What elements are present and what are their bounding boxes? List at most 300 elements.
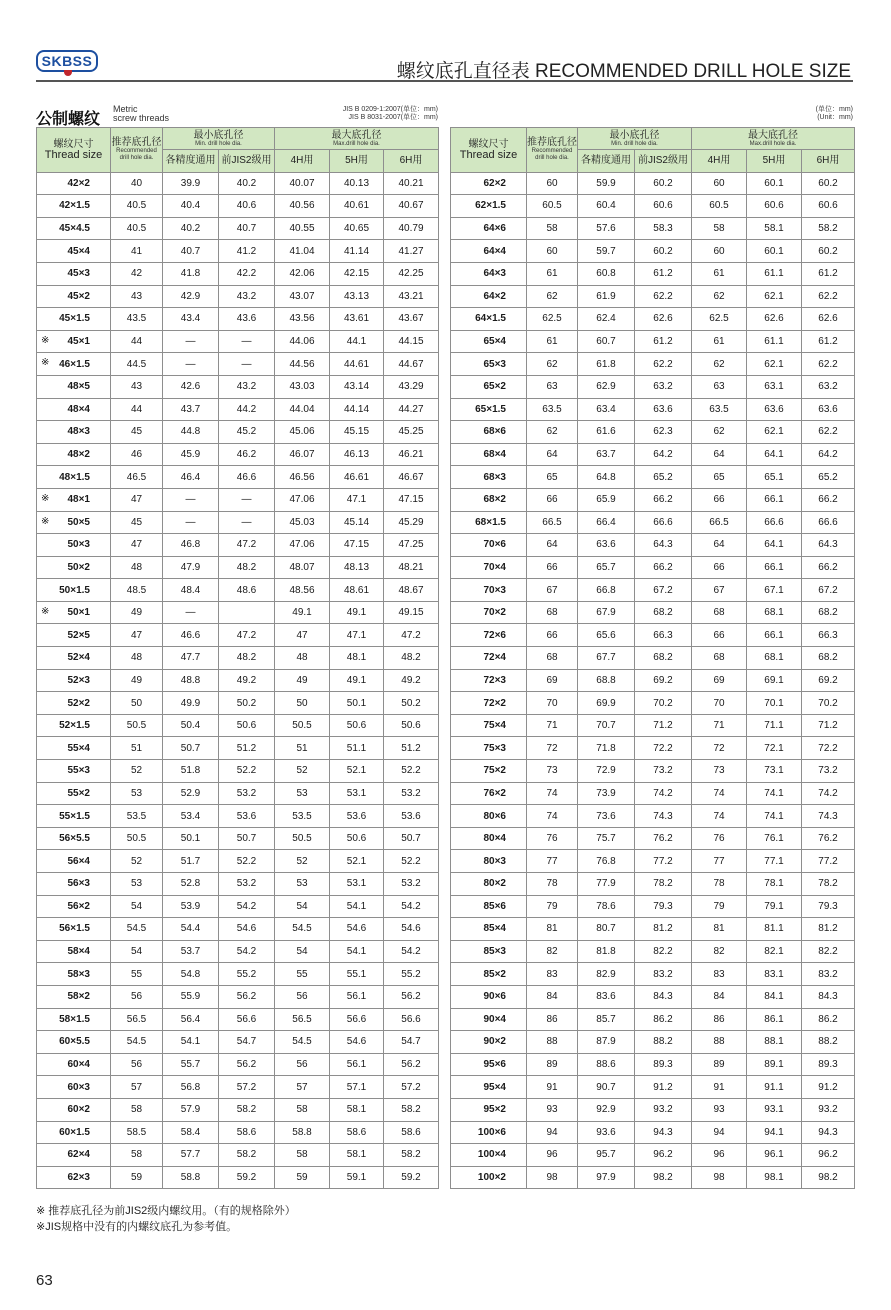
cell-max-5h: 55.1 <box>330 963 384 986</box>
cell-thread-size <box>451 398 527 421</box>
cell-max-5h: 65.1 <box>747 466 802 489</box>
thread-size-text: 90×6 <box>483 991 506 1003</box>
cell-min-jis2: 50.2 <box>219 692 275 715</box>
cell-max-4h: 50 <box>275 692 330 715</box>
cell-thread-size <box>451 1144 527 1167</box>
thread-size-text: 56×3 <box>67 878 90 890</box>
cell-max-6h: 49.15 <box>384 601 439 624</box>
cell-min-all: 40.7 <box>163 240 219 263</box>
header-recommended: 推荐底孔径 Recommended drill hole dia. <box>111 128 163 173</box>
cell-min-jis2: 96.2 <box>635 1144 692 1167</box>
header-sub-all: 各精度通用 <box>578 150 635 173</box>
table-row <box>451 918 855 941</box>
table-row <box>451 624 855 647</box>
cell-thread-size <box>37 172 111 195</box>
cell-max-4h: 58 <box>692 217 747 240</box>
table-row <box>37 421 439 444</box>
cell-min-all: 43.4 <box>163 308 219 331</box>
cell-recommended: 86 <box>527 1008 578 1031</box>
cell-recommended: 48 <box>111 556 163 579</box>
cell-max-4h: 49 <box>275 669 330 692</box>
cell-min-all: 71.8 <box>578 737 635 760</box>
thread-size-text: 72×4 <box>483 652 506 664</box>
cell-max-4h: 53 <box>275 873 330 896</box>
cell-max-6h: 58.6 <box>384 1121 439 1144</box>
cell-min-jis2: 48.2 <box>219 556 275 579</box>
cell-thread-size <box>37 1076 111 1099</box>
thread-size-text: 80×3 <box>483 855 506 867</box>
table-row <box>451 488 855 511</box>
cell-thread-size <box>37 782 111 805</box>
cell-max-4h: 43.03 <box>275 375 330 398</box>
cell-max-5h: 91.1 <box>747 1076 802 1099</box>
cell-max-4h: 51 <box>275 737 330 760</box>
thread-size-text: 45×4 <box>67 245 90 257</box>
cell-max-6h: 83.2 <box>802 963 855 986</box>
table-row <box>37 375 439 398</box>
cell-max-5h: 48.13 <box>330 556 384 579</box>
cell-min-jis2: 47.2 <box>219 534 275 557</box>
cell-max-6h: 54.2 <box>384 895 439 918</box>
cell-max-6h: 58.2 <box>384 1144 439 1167</box>
cell-thread-size <box>37 963 111 986</box>
thread-size-text: 60×2 <box>67 1104 90 1116</box>
table-row <box>37 1166 439 1189</box>
cell-min-jis2: 54.6 <box>219 918 275 941</box>
cell-max-4h: 61 <box>692 330 747 353</box>
thread-size-text: 72×3 <box>483 674 506 686</box>
cell-max-5h: 77.1 <box>747 850 802 873</box>
cell-min-jis2: 50.7 <box>219 827 275 850</box>
cell-recommended: 61 <box>527 330 578 353</box>
cell-min-jis2: 61.2 <box>635 330 692 353</box>
cell-max-5h: 48.1 <box>330 647 384 670</box>
cell-max-6h: 54.2 <box>384 940 439 963</box>
cell-thread-size <box>451 1008 527 1031</box>
thread-size-text: 48×2 <box>67 449 90 461</box>
cell-min-all: 55.9 <box>163 985 219 1008</box>
cell-max-5h: 67.1 <box>747 579 802 602</box>
cell-min-jis2: 72.2 <box>635 737 692 760</box>
table-row <box>37 782 439 805</box>
cell-max-5h: 43.13 <box>330 285 384 308</box>
cell-max-4h: 45.06 <box>275 421 330 444</box>
thread-size-text: 48×5 <box>67 381 90 393</box>
cell-min-all: 81.8 <box>578 940 635 963</box>
cell-max-6h: 94.3 <box>802 1121 855 1144</box>
reference-mark: ※ <box>41 334 50 346</box>
cell-recommended: 77 <box>527 850 578 873</box>
cell-thread-size <box>37 1031 111 1054</box>
thread-size-text: 55×3 <box>67 765 90 777</box>
cell-thread-size <box>37 375 111 398</box>
cell-min-all: 59.7 <box>578 240 635 263</box>
cell-min-jis2: 45.2 <box>219 421 275 444</box>
cell-max-6h: 79.3 <box>802 895 855 918</box>
thread-size-text: 50×1.5 <box>59 584 90 596</box>
cell-recommended: 58 <box>111 1144 163 1167</box>
cell-max-5h: 96.1 <box>747 1144 802 1167</box>
cell-thread-size <box>451 1121 527 1144</box>
cell-max-6h: 68.2 <box>802 601 855 624</box>
cell-min-all: 54.8 <box>163 963 219 986</box>
thread-size-text: 65×1.5 <box>475 403 506 415</box>
cell-max-4h: 60 <box>692 172 747 195</box>
cell-max-5h: 62.6 <box>747 308 802 331</box>
cell-max-5h: 68.1 <box>747 647 802 670</box>
cell-max-6h: 62.2 <box>802 421 855 444</box>
cell-recommended: 54.5 <box>111 918 163 941</box>
table-row <box>451 308 855 331</box>
cell-recommended: 54 <box>111 940 163 963</box>
cell-max-5h: 64.1 <box>747 443 802 466</box>
cell-recommended: 66.5 <box>527 511 578 534</box>
cell-min-jis2: 52.2 <box>219 760 275 783</box>
cell-thread-size <box>451 601 527 624</box>
cell-thread-size <box>451 488 527 511</box>
header-sub-5h: 5H用 <box>747 150 802 173</box>
cell-thread-size <box>37 827 111 850</box>
cell-max-5h: 74.1 <box>747 782 802 805</box>
table-row <box>451 692 855 715</box>
cell-min-all: 41.8 <box>163 262 219 285</box>
cell-min-jis2: 67.2 <box>635 579 692 602</box>
cell-max-6h: 45.25 <box>384 421 439 444</box>
cell-recommended: 43 <box>111 285 163 308</box>
table-row <box>37 850 439 873</box>
cell-thread-size <box>451 511 527 534</box>
cell-max-6h: 76.2 <box>802 827 855 850</box>
cell-recommended: 66 <box>527 556 578 579</box>
cell-max-4h: 89 <box>692 1053 747 1076</box>
cell-min-jis2: 56.2 <box>219 1053 275 1076</box>
table-row <box>451 511 855 534</box>
thread-size-text: 50×5 <box>67 516 90 528</box>
thread-size-text: 64×2 <box>483 290 506 302</box>
unit-note <box>816 106 853 122</box>
thread-size-text: 58×2 <box>67 991 90 1003</box>
cell-max-6h: 44.67 <box>384 353 439 376</box>
cell-max-6h: 64.3 <box>802 534 855 557</box>
cell-max-4h: 47.06 <box>275 534 330 557</box>
cell-max-6h: 41.27 <box>384 240 439 263</box>
cell-min-jis2: 53.2 <box>219 873 275 896</box>
table-row <box>451 195 855 218</box>
cell-min-all: 44.8 <box>163 421 219 444</box>
cell-max-5h: 50.1 <box>330 692 384 715</box>
table-row <box>37 195 439 218</box>
cell-recommended: 67 <box>527 579 578 602</box>
table-row <box>37 827 439 850</box>
cell-recommended: 46.5 <box>111 466 163 489</box>
cell-thread-size <box>451 330 527 353</box>
cell-thread-size <box>451 308 527 331</box>
table-row <box>37 1053 439 1076</box>
cell-min-jis2: 43.2 <box>219 375 275 398</box>
cell-max-6h: 53.2 <box>384 782 439 805</box>
cell-min-jis2: 58.6 <box>219 1121 275 1144</box>
cell-recommended: 48 <box>111 647 163 670</box>
thread-size-text: 56×5.5 <box>59 833 90 845</box>
cell-max-5h: 44.1 <box>330 330 384 353</box>
cell-max-5h: 89.1 <box>747 1053 802 1076</box>
cell-max-6h: 62.2 <box>802 353 855 376</box>
cell-max-6h: 82.2 <box>802 940 855 963</box>
cell-min-all: — <box>163 330 219 353</box>
cell-thread-size <box>37 669 111 692</box>
cell-max-5h: 59.1 <box>330 1166 384 1189</box>
table-row <box>451 985 855 1008</box>
cell-recommended: 68 <box>527 647 578 670</box>
cell-recommended: 88 <box>527 1031 578 1054</box>
cell-max-5h: 54.6 <box>330 1031 384 1054</box>
cell-max-5h: 61.1 <box>747 330 802 353</box>
table-row <box>37 737 439 760</box>
cell-max-4h: 69 <box>692 669 747 692</box>
cell-max-6h: 48.67 <box>384 579 439 602</box>
cell-max-6h: 47.15 <box>384 488 439 511</box>
cell-min-all: 77.9 <box>578 873 635 896</box>
cell-min-jis2: 79.3 <box>635 895 692 918</box>
table-row <box>37 556 439 579</box>
table-row <box>37 240 439 263</box>
cell-min-all: 61.6 <box>578 421 635 444</box>
cell-min-jis2: — <box>219 488 275 511</box>
table-row <box>37 262 439 285</box>
cell-min-jis2: 55.2 <box>219 963 275 986</box>
cell-thread-size <box>37 330 111 353</box>
cell-max-5h: 56.1 <box>330 1053 384 1076</box>
cell-thread-size <box>37 737 111 760</box>
cell-max-6h: 89.3 <box>802 1053 855 1076</box>
cell-max-5h: 71.1 <box>747 714 802 737</box>
thread-size-text: 56×2 <box>67 900 90 912</box>
cell-min-jis2: 64.2 <box>635 443 692 466</box>
cell-min-all: 58.4 <box>163 1121 219 1144</box>
cell-max-6h: 66.3 <box>802 624 855 647</box>
thread-size-text: 55×4 <box>67 742 90 754</box>
cell-min-jis2: 98.2 <box>635 1166 692 1189</box>
cell-max-5h: 53.1 <box>330 782 384 805</box>
table-row <box>451 172 855 195</box>
cell-min-jis2: 49.2 <box>219 669 275 692</box>
cell-max-4h: 46.07 <box>275 443 330 466</box>
brand-logo-text: SKBSS <box>36 50 98 72</box>
cell-recommended: 76 <box>527 827 578 850</box>
cell-min-all: 65.7 <box>578 556 635 579</box>
cell-max-5h: 41.14 <box>330 240 384 263</box>
cell-max-6h: 47.2 <box>384 624 439 647</box>
header-sub-all: 各精度通用 <box>163 150 219 173</box>
cell-thread-size <box>451 240 527 263</box>
table-row <box>37 895 439 918</box>
cell-max-4h: 98 <box>692 1166 747 1189</box>
cell-max-4h: 56 <box>275 1053 330 1076</box>
cell-thread-size <box>37 421 111 444</box>
cell-recommended: 44 <box>111 398 163 421</box>
cell-thread-size <box>37 443 111 466</box>
cell-max-5h: 66.1 <box>747 556 802 579</box>
cell-min-jis2: 83.2 <box>635 963 692 986</box>
cell-max-6h: 66.6 <box>802 511 855 534</box>
standards-line2: JIS B 8031-2007(单位：mm) <box>348 114 438 121</box>
thread-size-text: 46×1.5 <box>59 358 90 370</box>
cell-min-jis2: 53.2 <box>219 782 275 805</box>
cell-max-6h: 72.2 <box>802 737 855 760</box>
cell-max-4h: 56 <box>275 985 330 1008</box>
cell-max-5h: 88.1 <box>747 1031 802 1054</box>
header-max-dia: 最大底孔径 Max.drill hole dia. <box>692 128 855 150</box>
cell-min-all: 60.8 <box>578 262 635 285</box>
table-row <box>451 1008 855 1031</box>
cell-max-5h: 56.6 <box>330 1008 384 1031</box>
cell-min-all: 87.9 <box>578 1031 635 1054</box>
cell-min-all: 92.9 <box>578 1098 635 1121</box>
cell-max-4h: 57 <box>275 1076 330 1099</box>
cell-min-jis2: 53.6 <box>219 805 275 828</box>
thread-size-text: 58×3 <box>67 968 90 980</box>
table-row <box>451 1121 855 1144</box>
table-row <box>451 873 855 896</box>
cell-thread-size <box>37 534 111 557</box>
cell-recommended: 43.5 <box>111 308 163 331</box>
cell-min-jis2: 70.2 <box>635 692 692 715</box>
cell-max-6h: 66.2 <box>802 488 855 511</box>
cell-min-all: 76.8 <box>578 850 635 873</box>
thread-size-text: 64×4 <box>483 245 506 257</box>
cell-min-jis2: 78.2 <box>635 873 692 896</box>
cell-max-5h: 62.1 <box>747 421 802 444</box>
cell-min-jis2: 40.2 <box>219 172 275 195</box>
cell-thread-size <box>37 692 111 715</box>
cell-recommended: 47 <box>111 624 163 647</box>
cell-recommended: 53 <box>111 782 163 805</box>
cell-min-all: 72.9 <box>578 760 635 783</box>
header-sub-5h: 5H用 <box>330 150 384 173</box>
cell-recommended: 63.5 <box>527 398 578 421</box>
thread-size-text: 80×6 <box>483 810 506 822</box>
cell-thread-size <box>451 782 527 805</box>
cell-recommended: 93 <box>527 1098 578 1121</box>
table-row <box>37 172 439 195</box>
cell-max-4h: 78 <box>692 873 747 896</box>
cell-thread-size <box>451 285 527 308</box>
table-row <box>37 398 439 421</box>
cell-max-5h: 83.1 <box>747 963 802 986</box>
thread-size-text: 45×2 <box>67 290 90 302</box>
thread-size-text: 70×6 <box>483 539 506 551</box>
cell-recommended: 40.5 <box>111 195 163 218</box>
cell-min-all: 46.6 <box>163 624 219 647</box>
table-row <box>451 262 855 285</box>
table-row <box>451 398 855 421</box>
cell-max-4h: 56.5 <box>275 1008 330 1031</box>
cell-max-5h: 68.1 <box>747 601 802 624</box>
cell-max-6h: 77.2 <box>802 850 855 873</box>
cell-recommended: 64 <box>527 443 578 466</box>
cell-max-6h: 60.2 <box>802 172 855 195</box>
cell-max-4h: 47 <box>275 624 330 647</box>
cell-max-5h: 44.14 <box>330 398 384 421</box>
cell-min-all: 59.9 <box>578 172 635 195</box>
table-row <box>451 534 855 557</box>
cell-max-5h: 51.1 <box>330 737 384 760</box>
cell-max-6h: 63.2 <box>802 375 855 398</box>
cell-min-all: 73.9 <box>578 782 635 805</box>
cell-min-jis2: 88.2 <box>635 1031 692 1054</box>
cell-max-4h: 62.5 <box>692 308 747 331</box>
table-row <box>37 1008 439 1031</box>
cell-recommended: 66 <box>527 488 578 511</box>
cell-thread-size <box>451 737 527 760</box>
cell-max-5h: 62.1 <box>747 353 802 376</box>
cell-thread-size <box>451 895 527 918</box>
cell-min-jis2: 46.6 <box>219 466 275 489</box>
thread-size-text: 95×2 <box>483 1104 506 1116</box>
table-row <box>451 466 855 489</box>
cell-thread-size <box>37 1008 111 1031</box>
cell-max-6h: 56.2 <box>384 1053 439 1076</box>
standards-note <box>300 106 438 122</box>
cell-recommended: 58 <box>527 217 578 240</box>
thread-size-text: 85×3 <box>483 946 506 958</box>
cell-max-6h: 66.2 <box>802 556 855 579</box>
cell-thread-size <box>451 1166 527 1189</box>
cell-max-4h: 84 <box>692 985 747 1008</box>
thread-size-text: 85×4 <box>483 923 506 935</box>
cell-recommended: 60.5 <box>527 195 578 218</box>
table-row <box>451 827 855 850</box>
cell-max-6h: 56.6 <box>384 1008 439 1031</box>
cell-max-4h: 60.5 <box>692 195 747 218</box>
cell-max-5h: 82.1 <box>747 940 802 963</box>
cell-min-all: 53.4 <box>163 805 219 828</box>
cell-min-jis2: 44.2 <box>219 398 275 421</box>
cell-recommended: 60 <box>527 240 578 263</box>
cell-min-all: 48.4 <box>163 579 219 602</box>
cell-max-4h: 45.03 <box>275 511 330 534</box>
thread-size-text: 64×3 <box>483 268 506 280</box>
cell-max-5h: 48.61 <box>330 579 384 602</box>
cell-min-all: 62.4 <box>578 308 635 331</box>
cell-min-all: 66.4 <box>578 511 635 534</box>
cell-min-jis2: 54.2 <box>219 940 275 963</box>
cell-max-6h: 65.2 <box>802 466 855 489</box>
cell-thread-size <box>451 353 527 376</box>
table-row <box>451 353 855 376</box>
thread-size-text: 70×3 <box>483 584 506 596</box>
thread-size-text: 45×1.5 <box>59 313 90 325</box>
cell-min-all: 73.6 <box>578 805 635 828</box>
cell-max-6h: 88.2 <box>802 1031 855 1054</box>
cell-max-5h: 44.61 <box>330 353 384 376</box>
cell-recommended: 56.5 <box>111 1008 163 1031</box>
table-row <box>37 1121 439 1144</box>
cell-max-4h: 58.8 <box>275 1121 330 1144</box>
cell-max-6h: 91.2 <box>802 1076 855 1099</box>
table-row <box>451 556 855 579</box>
section-title-en-line1: Metric <box>113 104 138 114</box>
cell-max-6h: 67.2 <box>802 579 855 602</box>
cell-min-jis2: 84.3 <box>635 985 692 1008</box>
cell-max-5h: 81.1 <box>747 918 802 941</box>
cell-max-6h: 42.25 <box>384 262 439 285</box>
thread-size-text: 50×1 <box>67 607 90 619</box>
cell-max-4h: 58 <box>275 1144 330 1167</box>
thread-size-text: 42×2 <box>67 177 90 189</box>
header-sub-4h: 4H用 <box>692 150 747 173</box>
cell-max-6h: 58.2 <box>802 217 855 240</box>
